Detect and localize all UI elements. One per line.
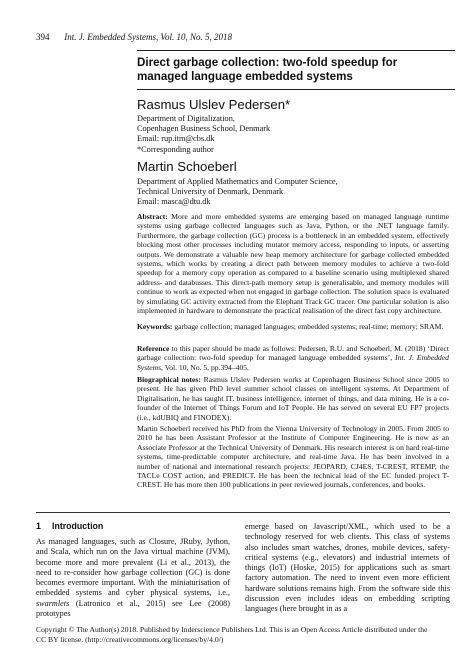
body-italic-term: swarmlets: [36, 598, 70, 608]
email-line: Email: masca@dtu.dk: [137, 197, 211, 207]
citation-reference: [137, 344, 449, 372]
body-column-left: [36, 537, 230, 619]
reference-label: Reference: [137, 344, 170, 353]
body-text: As managed languages, such as Closure, JRuby, Jython, and Scala, which run on the Java virtual machine (JVM), become more and more prevalent (Li et al., 2013), the need to re-consider how garbage collection (GC) is done becomes evermore important. With the miniaturisation of embedded systems and cyber physical systems, i.e.,: [36, 537, 230, 598]
body-text: (Latronico et al., 2015) see Lee (2008) prototypes: [36, 598, 230, 619]
affiliation-line: Technical University of Denmark, Denmark: [137, 187, 284, 197]
keywords: [137, 322, 449, 331]
section-number: 1: [36, 521, 41, 531]
author-name: Rasmus Ulslev Pedersen*: [137, 97, 291, 112]
biographical-notes: [137, 375, 449, 422]
running-header: [36, 32, 446, 46]
reference-journal: Int. J. Embedded Systems: [137, 353, 449, 372]
license-line: CC BY license. (http://creativecommons.org/licenses/by/4.0/): [36, 634, 224, 644]
bio-label: Biographical notes:: [137, 375, 201, 384]
body-column-right: [245, 522, 450, 615]
keywords-text: garbage collection; managed languages; embedded systems; real-time; memory; SRAM.: [174, 322, 444, 331]
page-number: 394: [36, 32, 50, 42]
corresponding-note: *Corresponding author: [137, 144, 214, 154]
author-affiliation: [137, 114, 455, 155]
body-text: emerge based on Javascript/XML, which used to be a technology reserved for web clients. This class of systems also includes smart watches, drones, mobile devices, safety-critical systems (e.g., elevators) and industrial internets of things (IoT) (Hoske, 2015) for applications such as smart factory automation. The need to invent even more efficient hardware solutions remains high. From the software side this discussion even includes ideas on embedding scripting languages (here brought in as a: [245, 522, 450, 614]
biographical-notes-2: [137, 424, 449, 490]
title-box: [137, 50, 455, 90]
section-title: Introduction: [52, 521, 104, 531]
section-heading: [36, 521, 103, 531]
abstract-label: Abstract:: [137, 212, 168, 221]
affiliation-line: Copenhagen Business School, Denmark: [137, 124, 271, 134]
copyright-footer: [36, 625, 450, 644]
journal-citation: Int. J. Embedded Systems, Vol. 10, No. 5, 2018: [64, 32, 232, 42]
paper-title-line-2: managed language embedded systems: [137, 70, 353, 83]
reference-text: to this paper should be made as follows: Pedersen, R.U. and Schoeberl, M. (2018) ‘Direct garbage collection: two-fold speedup for managed language embedded systems’,: [137, 344, 449, 363]
reference-volume: , Vol. 10, No. 5, pp.394–405.: [161, 362, 249, 372]
bio-text-pedersen: Rasmus Ulslev Pedersen works at Copenhagen Business School since 2005 to present. He has given PhD level summer school classes on intelligent systems. At Department of Digitalisation, he has taught IT, business intelligence, internet of things, and data mining. He is a co-founder of the Internet of Things Forum and IoT People. He has served on several EU FP7 projects (i.e., kdUBIQ and FINODEX).: [137, 375, 449, 422]
section-divider: [36, 512, 450, 513]
paper-title-line-1: Direct garbage collection: two-fold speedup for: [137, 56, 398, 69]
affiliation-line: Department of Applied Mathematics and Computer Science,: [137, 177, 338, 186]
affiliation-line: Department of Digitalization,: [137, 114, 235, 123]
abstract-text: More and more embedded systems are emerging based on managed language runtime systems using garbage collected languages such as Java, Python, or the .NET language family. Furthermore, the garbage collection (GC) process is a bottleneck in an embedded system, effectively blocking most other processes including mutator memory access, responding to inputs, or asserting outputs. We demonstrate a valuable new heap memory architecture for garbage collected embedded systems, which works by creating a direct path between memory modules to achieve a two-fold speedup for a memory copy operation as compared to a baseline scenario using multiplexed shared address- and databusses. This direct-path memory setup is generalisable, and memory modules will continue to work as expected when not engaged in garbage collection. The solution space is evaluated by simulating GC activity extracted from the Elephant Track GC tracer. One particular solution is also implemented in hardware to demonstrate the practical realisation of the direct fast copy architecture.: [137, 212, 449, 316]
copyright-line: Copyright © The Author(s) 2018. Published by Inderscience Publishers Ltd. This is an Open Access Article distributed under the: [36, 625, 428, 634]
abstract: [137, 212, 449, 315]
keywords-label: Keywords:: [137, 322, 173, 331]
bio-text-schoeberl: Martin Schoeberl received his PhD from the Vienna University of Technology in 2005. From 2005 to 2010 he has been Assistant Professor at the Institute of Computer Engineering. He is now as an Associate Professor at the Technical University of Denmark. His research interest is on hard real-time systems, time-predictable computer architecture, and real-time Java. He has been involved in a number of national and international research projects: JEOPARD, CJ4ES, T-CREST, RTEMP, the TACLe COST action, and PREDICT. He has been the technical lead of the EC funded project T-CREST. He has more then 100 publications in peer reviewed journals, conferences, and books.: [137, 424, 449, 490]
author-name: Martin Schoeberl: [137, 159, 237, 174]
email-line: Email: rup.itm@cbs.dk: [137, 134, 215, 144]
author-affiliation: [137, 177, 455, 208]
